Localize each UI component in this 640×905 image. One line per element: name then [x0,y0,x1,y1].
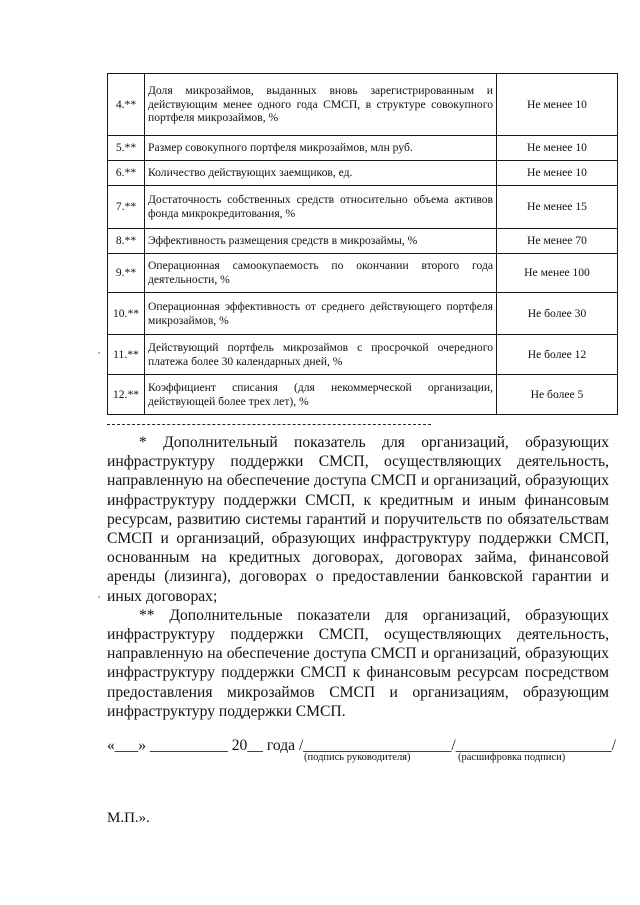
row-value: Не более 12 [497,335,618,375]
row-value: Не менее 10 [497,161,618,186]
row-number: 6.** [108,161,145,186]
row-value: Не более 5 [497,375,618,415]
row-number: 10.** [108,293,145,335]
row-description: Достаточность собственных средств относительно объема активов фонда микрокредитования, % [145,186,497,229]
row-description: Действующий портфель микрозаймов с просрочкой очередного платежа более 30 календарных дней, % [145,335,497,375]
row-value: Не менее 10 [497,136,618,161]
row-number: 4.** [108,74,145,136]
table-row [108,375,618,415]
row-description: Эффективность размещения средств в микрозаймы, % [145,229,497,254]
row-description: Коэффициент списания (для некоммерческой организации, действующей более трех лет), % [145,375,497,415]
table-row [108,293,618,335]
row-description: Доля микрозаймов, выданных вновь зарегистрированным и действующим менее одного года СМСП, в структуре совокупного портфеля микрозаймов, % [145,74,497,136]
scan-mark [98,352,100,354]
row-value: Не более 30 [497,293,618,335]
table-row [108,186,618,229]
footnote-separator [107,424,431,425]
indicators-table-body [108,74,618,415]
row-number: 7.** [108,186,145,229]
row-description: Количество действующих заемщиков, ед. [145,161,497,186]
decoding-caption: (расшифровка подписи) [458,752,566,763]
signature-caption: (подпись руководителя) [304,752,411,763]
table-row [108,229,618,254]
table-row [108,335,618,375]
row-value: Не менее 100 [497,254,618,293]
row-number: 11.** [108,335,145,375]
row-number: 9.** [108,254,145,293]
stamp-label: М.П.». [107,810,150,826]
footnote-single-asterisk: * Дополнительный показатель для организаций, образующих инфраструктуру поддержки СМСП, осуществляющих деятельность, направленную на обеспечение доступа СМСП и организаций, образующих инфраструктуру поддержки СМСП, к кредитным и иным финансовым ресурсам, развитию системы гарантий и поручительств по обязательствам СМСП и организаций, образующих инфраструктуру поддержки СМСП, основанным на кредитных договорах, договорах займа, финансовой аренды (лизинга), договорах о предоставлении банковской гарантии и иных договорах; [107,434,609,605]
table-row [108,161,618,186]
row-description: Операционная самоокупаемость по окончании второго года деятельности, % [145,254,497,293]
row-value: Не менее 70 [497,229,618,254]
row-value: Не менее 15 [497,186,618,229]
row-value: Не менее 10 [497,74,618,136]
row-number: 5.** [108,136,145,161]
scan-mark [98,596,100,598]
row-number: 8.** [108,229,145,254]
table-row [108,254,618,293]
footnotes [107,433,609,721]
row-description: Размер совокупного портфеля микрозаймов, млн руб. [145,136,497,161]
row-description: Операционная эффективность от среднего действующего портфеля микрозаймов, % [145,293,497,335]
table-row [108,74,618,136]
footnote-double-asterisk: ** Дополнительные показатели для организаций, образующих инфраструктуру поддержки СМСП, осуществляющих деятельность, направленную на обеспечение доступа СМСП и организаций, образующих инфраструктуру поддержки СМСП к финансовым ресурсам посредством предоставления микрозаймов СМСП и организациям, образующим инфраструктуру поддержки СМСП. [107,606,609,720]
table-row [108,136,618,161]
row-number: 12.** [108,375,145,415]
indicators-table [107,73,618,415]
signature-line: «___» __________ 20__ года /___________________/____________________/ [107,737,617,754]
